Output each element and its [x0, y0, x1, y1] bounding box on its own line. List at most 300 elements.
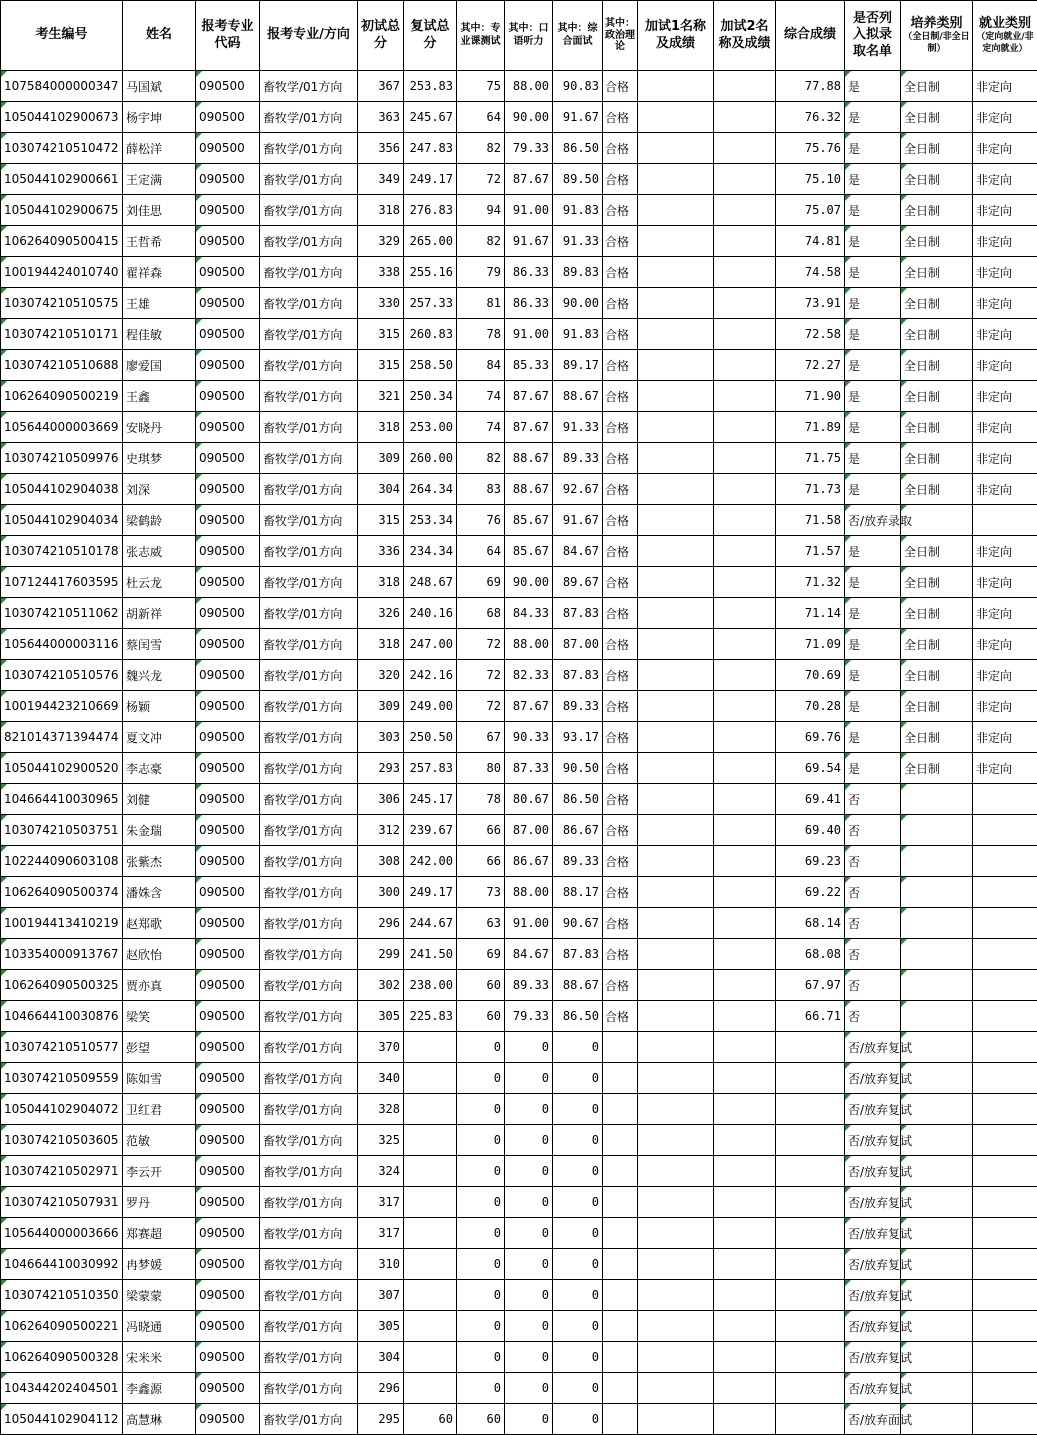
cell-oral-listening: 79.33: [505, 133, 553, 164]
cell-extra-test-2: [714, 1001, 776, 1032]
cell-candidate-id: 103074210510577: [1, 1032, 123, 1063]
cell-interview: 87.83: [553, 660, 603, 691]
cell-employment-type: [973, 1187, 1037, 1218]
cell-candidate-id: 103074210510171: [1, 319, 123, 350]
cell-employment-type: 非定向: [973, 319, 1037, 350]
cell-oral-listening: 82.33: [505, 660, 553, 691]
cell-oral-listening: 0: [505, 1311, 553, 1342]
cell-major-direction: 畜牧学/01方向: [260, 102, 358, 133]
cell-interview: 0: [553, 1094, 603, 1125]
cell-oral-listening: 0: [505, 1094, 553, 1125]
cell-employment-type: [973, 1404, 1037, 1435]
cell-employment-type: 非定向: [973, 598, 1037, 629]
header-training-type: [901, 1, 973, 71]
cell-professional-test: 68: [457, 598, 505, 629]
header-initial-total: 初试总分: [358, 1, 404, 71]
cell-composite-score: 71.14: [776, 598, 845, 629]
cell-professional-test: 72: [457, 164, 505, 195]
cell-major-direction: 畜牧学/01方向: [260, 970, 358, 1001]
cell-interview: 0: [553, 1373, 603, 1404]
cell-extra-test-1: [638, 1156, 714, 1187]
cell-name: 王定满: [123, 164, 196, 195]
cell-politics: 合格: [603, 412, 638, 443]
cell-oral-listening: 88.00: [505, 629, 553, 660]
cell-retest-total: [404, 1342, 457, 1373]
cell-retest-total: 255.16: [404, 257, 457, 288]
cell-oral-listening: 87.67: [505, 164, 553, 195]
cell-major-direction: 畜牧学/01方向: [260, 939, 358, 970]
header-interview: 其中：综合面试: [553, 1, 603, 71]
cell-retest-total: [404, 1218, 457, 1249]
cell-politics: 合格: [603, 877, 638, 908]
cell-professional-test: 83: [457, 474, 505, 505]
cell-politics: 合格: [603, 939, 638, 970]
cell-politics: [603, 1218, 638, 1249]
cell-extra-test-1: [638, 1373, 714, 1404]
cell-training-type: 全日制: [901, 412, 973, 443]
cell-employment-type: [973, 1249, 1037, 1280]
cell-initial-total: 308: [358, 846, 404, 877]
cell-training-type: 全日制: [901, 319, 973, 350]
cell-major-code: 090500: [196, 1063, 260, 1094]
cell-oral-listening: 87.33: [505, 753, 553, 784]
cell-initial-total: 295: [358, 1404, 404, 1435]
cell-employment-type: [973, 1001, 1037, 1032]
cell-composite-score: 71.58: [776, 505, 845, 536]
cell-name: 马国斌: [123, 71, 196, 102]
cell-employment-type: 非定向: [973, 722, 1037, 753]
cell-admission-list: 否/放弃复试: [845, 1063, 901, 1094]
cell-initial-total: 309: [358, 691, 404, 722]
cell-oral-listening: 0: [505, 1373, 553, 1404]
cell-name: 卫红君: [123, 1094, 196, 1125]
cell-name: 范敏: [123, 1125, 196, 1156]
cell-initial-total: 330: [358, 288, 404, 319]
cell-professional-test: 60: [457, 970, 505, 1001]
cell-oral-listening: 87.67: [505, 412, 553, 443]
cell-interview: 84.67: [553, 536, 603, 567]
cell-extra-test-2: [714, 784, 776, 815]
cell-politics: 合格: [603, 722, 638, 753]
cell-candidate-id: 100194423210669: [1, 691, 123, 722]
cell-composite-score: [776, 1032, 845, 1063]
cell-initial-total: 326: [358, 598, 404, 629]
cell-interview: 87.83: [553, 939, 603, 970]
table-row: [1, 1404, 1037, 1435]
cell-major-code: 090500: [196, 257, 260, 288]
cell-employment-type: [973, 1063, 1037, 1094]
cell-interview: 89.50: [553, 164, 603, 195]
cell-employment-type: [973, 784, 1037, 815]
cell-admission-list: 否/放弃复试: [845, 1218, 901, 1249]
cell-employment-type: 非定向: [973, 536, 1037, 567]
cell-initial-total: 325: [358, 1125, 404, 1156]
cell-interview: 0: [553, 1404, 603, 1435]
cell-training-type: [901, 1001, 973, 1032]
cell-extra-test-2: [714, 1032, 776, 1063]
cell-interview: 90.67: [553, 908, 603, 939]
cell-oral-listening: 0: [505, 1280, 553, 1311]
cell-retest-total: [404, 1063, 457, 1094]
table-row: [1, 660, 1037, 691]
cell-professional-test: 78: [457, 784, 505, 815]
cell-interview: 0: [553, 1280, 603, 1311]
cell-politics: 合格: [603, 288, 638, 319]
cell-professional-test: 0: [457, 1311, 505, 1342]
cell-training-type: [901, 784, 973, 815]
cell-name: 王鑫: [123, 381, 196, 412]
cell-composite-score: 71.09: [776, 629, 845, 660]
cell-major-code: 090500: [196, 877, 260, 908]
cell-extra-test-2: [714, 443, 776, 474]
header-employment-type-title: 就业类别: [979, 16, 1031, 31]
table-row: [1, 505, 1037, 536]
cell-oral-listening: 84.67: [505, 939, 553, 970]
cell-initial-total: 318: [358, 567, 404, 598]
cell-interview: 0: [553, 1156, 603, 1187]
cell-extra-test-1: [638, 970, 714, 1001]
cell-professional-test: 74: [457, 381, 505, 412]
cell-interview: 89.33: [553, 846, 603, 877]
cell-admission-list: 否/放弃面试: [845, 1404, 901, 1435]
cell-major-code: 090500: [196, 1311, 260, 1342]
cell-extra-test-1: [638, 288, 714, 319]
cell-oral-listening: 0: [505, 1404, 553, 1435]
header-row: [1, 1, 1037, 71]
table-row: [1, 288, 1037, 319]
cell-major-direction: 畜牧学/01方向: [260, 443, 358, 474]
cell-employment-type: [973, 877, 1037, 908]
cell-composite-score: 69.22: [776, 877, 845, 908]
table-row: [1, 102, 1037, 133]
table-row: [1, 474, 1037, 505]
cell-oral-listening: 0: [505, 1342, 553, 1373]
cell-retest-total: 225.83: [404, 1001, 457, 1032]
cell-professional-test: 0: [457, 1249, 505, 1280]
cell-major-direction: 畜牧学/01方向: [260, 226, 358, 257]
cell-extra-test-1: [638, 1125, 714, 1156]
cell-professional-test: 63: [457, 908, 505, 939]
table-row: [1, 1063, 1037, 1094]
cell-major-direction: 畜牧学/01方向: [260, 350, 358, 381]
cell-candidate-id: 103074210507931: [1, 1187, 123, 1218]
cell-politics: 合格: [603, 443, 638, 474]
table-body: [1, 71, 1037, 1435]
cell-name: 高慧琳: [123, 1404, 196, 1435]
cell-name: 梁蒙蒙: [123, 1280, 196, 1311]
cell-employment-type: 非定向: [973, 164, 1037, 195]
cell-training-type: [901, 939, 973, 970]
cell-extra-test-2: [714, 908, 776, 939]
cell-professional-test: 72: [457, 660, 505, 691]
table-row: [1, 722, 1037, 753]
cell-candidate-id: 105044102904038: [1, 474, 123, 505]
cell-oral-listening: 0: [505, 1032, 553, 1063]
table-row: [1, 1032, 1037, 1063]
cell-oral-listening: 86.33: [505, 257, 553, 288]
cell-candidate-id: 105644000003116: [1, 629, 123, 660]
table-row: [1, 970, 1037, 1001]
cell-oral-listening: 0: [505, 1063, 553, 1094]
cell-admission-list: 是: [845, 350, 901, 381]
table-row: [1, 226, 1037, 257]
cell-candidate-id: 103074210510575: [1, 288, 123, 319]
cell-extra-test-2: [714, 1187, 776, 1218]
cell-training-type: [901, 815, 973, 846]
cell-professional-test: 0: [457, 1280, 505, 1311]
cell-composite-score: 75.07: [776, 195, 845, 226]
cell-initial-total: 318: [358, 629, 404, 660]
cell-oral-listening: 0: [505, 1249, 553, 1280]
cell-interview: 89.67: [553, 567, 603, 598]
cell-name: 王雄: [123, 288, 196, 319]
cell-extra-test-2: [714, 1342, 776, 1373]
cell-training-type: 全日制: [901, 133, 973, 164]
cell-major-direction: 畜牧学/01方向: [260, 1280, 358, 1311]
cell-employment-type: [973, 908, 1037, 939]
table-row: [1, 908, 1037, 939]
cell-candidate-id: 105044102900675: [1, 195, 123, 226]
header-employment-type: [973, 1, 1037, 71]
cell-major-direction: 畜牧学/01方向: [260, 567, 358, 598]
header-composite-score: 综合成绩: [776, 1, 845, 71]
table-row: [1, 412, 1037, 443]
cell-oral-listening: 88.00: [505, 877, 553, 908]
cell-admission-list: 否/放弃复试: [845, 1342, 901, 1373]
cell-employment-type: 非定向: [973, 381, 1037, 412]
cell-extra-test-2: [714, 350, 776, 381]
cell-professional-test: 76: [457, 505, 505, 536]
header-training-type-title: 培养类别: [910, 16, 962, 31]
cell-oral-listening: 0: [505, 1187, 553, 1218]
cell-candidate-id: 105644000003669: [1, 412, 123, 443]
cell-politics: 合格: [603, 102, 638, 133]
cell-major-code: 090500: [196, 412, 260, 443]
table-row: [1, 71, 1037, 102]
cell-admission-list: 是: [845, 443, 901, 474]
cell-composite-score: 70.28: [776, 691, 845, 722]
cell-retest-total: 250.50: [404, 722, 457, 753]
header-name: 姓名: [123, 1, 196, 71]
cell-politics: [603, 1063, 638, 1094]
cell-initial-total: 293: [358, 753, 404, 784]
cell-initial-total: 338: [358, 257, 404, 288]
cell-extra-test-1: [638, 102, 714, 133]
cell-admission-list: 否/放弃复试: [845, 1125, 901, 1156]
cell-initial-total: 305: [358, 1001, 404, 1032]
cell-professional-test: 66: [457, 846, 505, 877]
cell-candidate-id: 107124417603595: [1, 567, 123, 598]
cell-oral-listening: 90.33: [505, 722, 553, 753]
table-row: [1, 443, 1037, 474]
cell-professional-test: 72: [457, 691, 505, 722]
cell-training-type: [901, 1063, 973, 1094]
cell-admission-list: 否/放弃复试: [845, 1311, 901, 1342]
cell-retest-total: 276.83: [404, 195, 457, 226]
cell-retest-total: 60: [404, 1404, 457, 1435]
header-extra-test-1: 加试1名称及成绩: [638, 1, 714, 71]
cell-extra-test-1: [638, 691, 714, 722]
header-professional-test: 其中：专业课测试: [457, 1, 505, 71]
cell-initial-total: 318: [358, 412, 404, 443]
cell-name: 郑赛超: [123, 1218, 196, 1249]
cell-name: 杜云龙: [123, 567, 196, 598]
cell-admission-list: 是: [845, 536, 901, 567]
cell-retest-total: [404, 1187, 457, 1218]
cell-name: 刘深: [123, 474, 196, 505]
cell-major-code: 090500: [196, 381, 260, 412]
table-row: [1, 1156, 1037, 1187]
cell-extra-test-1: [638, 71, 714, 102]
cell-training-type: [901, 846, 973, 877]
table-row: [1, 536, 1037, 567]
cell-major-direction: 畜牧学/01方向: [260, 660, 358, 691]
cell-politics: 合格: [603, 257, 638, 288]
cell-admission-list: 是: [845, 288, 901, 319]
cell-extra-test-2: [714, 133, 776, 164]
cell-oral-listening: 87.67: [505, 381, 553, 412]
cell-extra-test-2: [714, 846, 776, 877]
cell-extra-test-2: [714, 660, 776, 691]
cell-retest-total: [404, 1280, 457, 1311]
cell-training-type: 全日制: [901, 474, 973, 505]
cell-composite-score: [776, 1125, 845, 1156]
header-retest-total: 复试总分: [404, 1, 457, 71]
cell-major-direction: 畜牧学/01方向: [260, 536, 358, 567]
cell-retest-total: 241.50: [404, 939, 457, 970]
cell-oral-listening: 0: [505, 1125, 553, 1156]
table-row: [1, 1373, 1037, 1404]
cell-interview: 86.50: [553, 1001, 603, 1032]
cell-interview: 0: [553, 1032, 603, 1063]
cell-oral-listening: 84.33: [505, 598, 553, 629]
cell-interview: 91.33: [553, 412, 603, 443]
cell-training-type: 全日制: [901, 164, 973, 195]
cell-admission-list: 否/放弃复试: [845, 1280, 901, 1311]
cell-admission-list: 是: [845, 567, 901, 598]
cell-employment-type: [973, 1311, 1037, 1342]
cell-initial-total: 320: [358, 660, 404, 691]
cell-major-code: 090500: [196, 908, 260, 939]
cell-major-code: 090500: [196, 784, 260, 815]
cell-major-direction: 畜牧学/01方向: [260, 381, 358, 412]
cell-composite-score: 77.88: [776, 71, 845, 102]
cell-admission-list: 是: [845, 257, 901, 288]
cell-interview: 91.67: [553, 102, 603, 133]
cell-major-direction: 畜牧学/01方向: [260, 288, 358, 319]
cell-extra-test-1: [638, 939, 714, 970]
table-row: [1, 1001, 1037, 1032]
cell-candidate-id: 107584000000347: [1, 71, 123, 102]
cell-employment-type: 非定向: [973, 350, 1037, 381]
cell-oral-listening: 90.00: [505, 102, 553, 133]
cell-interview: 87.00: [553, 629, 603, 660]
cell-professional-test: 74: [457, 412, 505, 443]
cell-major-direction: 畜牧学/01方向: [260, 815, 358, 846]
cell-initial-total: 336: [358, 536, 404, 567]
cell-professional-test: 80: [457, 753, 505, 784]
cell-professional-test: 0: [457, 1187, 505, 1218]
cell-professional-test: 0: [457, 1032, 505, 1063]
cell-politics: 合格: [603, 71, 638, 102]
cell-interview: 93.17: [553, 722, 603, 753]
cell-training-type: [901, 1218, 973, 1249]
cell-employment-type: 非定向: [973, 660, 1037, 691]
cell-major-direction: 畜牧学/01方向: [260, 1094, 358, 1125]
cell-politics: 合格: [603, 784, 638, 815]
cell-training-type: 全日制: [901, 350, 973, 381]
cell-candidate-id: 103074210510576: [1, 660, 123, 691]
cell-composite-score: [776, 1373, 845, 1404]
cell-retest-total: 257.33: [404, 288, 457, 319]
cell-major-code: 090500: [196, 1094, 260, 1125]
cell-major-direction: 畜牧学/01方向: [260, 753, 358, 784]
cell-professional-test: 0: [457, 1373, 505, 1404]
cell-employment-type: 非定向: [973, 257, 1037, 288]
cell-name: 王哲希: [123, 226, 196, 257]
cell-professional-test: 72: [457, 629, 505, 660]
table-row: [1, 257, 1037, 288]
cell-major-direction: 畜牧学/01方向: [260, 474, 358, 505]
cell-retest-total: 249.17: [404, 164, 457, 195]
cell-major-direction: 畜牧学/01方向: [260, 1001, 358, 1032]
cell-retest-total: 238.00: [404, 970, 457, 1001]
cell-name: 史琪梦: [123, 443, 196, 474]
cell-major-code: 090500: [196, 1156, 260, 1187]
cell-major-direction: 畜牧学/01方向: [260, 133, 358, 164]
cell-composite-score: 75.10: [776, 164, 845, 195]
cell-major-direction: 畜牧学/01方向: [260, 195, 358, 226]
cell-candidate-id: 103074210502971: [1, 1156, 123, 1187]
cell-major-direction: 畜牧学/01方向: [260, 1311, 358, 1342]
cell-admission-list: 否: [845, 784, 901, 815]
cell-politics: [603, 1187, 638, 1218]
cell-employment-type: 非定向: [973, 226, 1037, 257]
cell-training-type: 全日制: [901, 567, 973, 598]
cell-name: 潘姝含: [123, 877, 196, 908]
cell-candidate-id: 105044102904072: [1, 1094, 123, 1125]
cell-major-code: 090500: [196, 1218, 260, 1249]
cell-training-type: [901, 1373, 973, 1404]
cell-oral-listening: 86.33: [505, 288, 553, 319]
cell-extra-test-2: [714, 691, 776, 722]
cell-initial-total: 363: [358, 102, 404, 133]
cell-major-direction: 畜牧学/01方向: [260, 722, 358, 753]
cell-retest-total: 260.83: [404, 319, 457, 350]
cell-extra-test-1: [638, 1249, 714, 1280]
cell-name: 贾亦真: [123, 970, 196, 1001]
cell-admission-list: 否/放弃录取: [845, 505, 901, 536]
cell-interview: 91.33: [553, 226, 603, 257]
cell-major-code: 090500: [196, 691, 260, 722]
cell-admission-list: 否/放弃复试: [845, 1249, 901, 1280]
table-row: [1, 784, 1037, 815]
cell-employment-type: 非定向: [973, 133, 1037, 164]
cell-major-code: 090500: [196, 195, 260, 226]
cell-politics: [603, 1342, 638, 1373]
cell-admission-list: 是: [845, 164, 901, 195]
cell-composite-score: 72.58: [776, 319, 845, 350]
cell-major-direction: 畜牧学/01方向: [260, 164, 358, 195]
cell-politics: 合格: [603, 195, 638, 226]
cell-initial-total: 340: [358, 1063, 404, 1094]
cell-retest-total: 249.00: [404, 691, 457, 722]
cell-candidate-id: 106264090500221: [1, 1311, 123, 1342]
cell-major-direction: 畜牧学/01方向: [260, 319, 358, 350]
table-row: [1, 753, 1037, 784]
cell-interview: 0: [553, 1249, 603, 1280]
cell-professional-test: 73: [457, 877, 505, 908]
